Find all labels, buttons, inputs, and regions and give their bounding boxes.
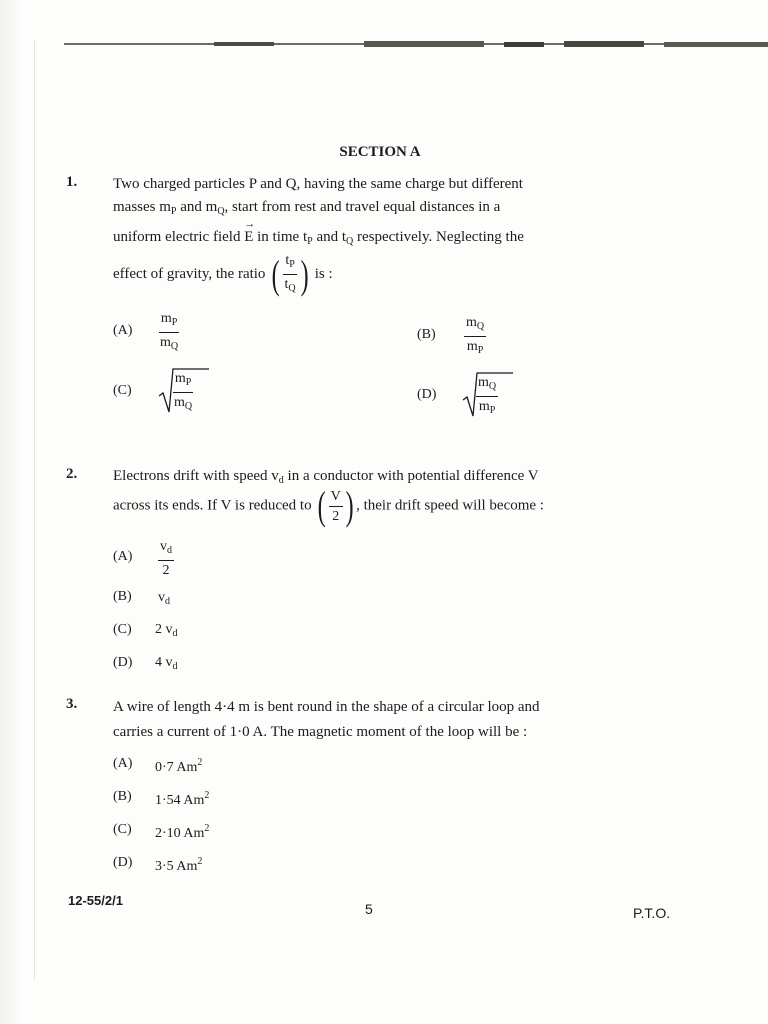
question-2-number: 2. [66, 466, 78, 482]
q3-option-d-label[interactable]: (D) [113, 855, 133, 870]
voltage-fraction: $\frac{V}{2}$ [330, 488, 341, 524]
q3-option-c-label[interactable]: (C) [113, 822, 132, 837]
q3-option-b-value: 1·54 Am$^2$ [155, 790, 210, 808]
section-title: SECTION A [339, 144, 421, 160]
q2-option-d-label[interactable]: (D) [113, 655, 133, 670]
q1-option-c-value: $\frac{m_P}{m_Q}$ [158, 366, 210, 414]
question-2-line-1: Electrons drift with speed $v_d$ in a conductor with potential difference V [113, 468, 539, 486]
q1-option-d-value: $\frac{m_Q}{m_P}$ [462, 370, 514, 418]
q1-option-a-label[interactable]: (A) [113, 323, 133, 338]
q1-option-b-label[interactable]: (B) [417, 327, 436, 342]
question-3-number: 3. [66, 696, 78, 712]
q2-option-b-value: $v_d$ [158, 590, 170, 607]
q2-option-c-value: 2 $v_d$ [155, 622, 178, 639]
torn-header-strip [64, 41, 768, 48]
question-1-line-2: masses $m_P$ and $m_Q$, start from rest and travel equal distances in a [113, 199, 501, 217]
vector-arrow-icon: → [244, 218, 256, 230]
please-turn-over: P.T.O. [633, 905, 671, 921]
q2-option-d-value: 4 $v_d$ [155, 655, 178, 672]
question-2-line-2: across its ends. If V is reduced to ( $\frac{V}{2}$ ) , their drift speed will become : [113, 483, 544, 528]
question-3-line-1: A wire of length 4·4 m is bent round in the shape of a circular loop and [113, 699, 540, 715]
margin-line [34, 40, 35, 980]
q1-option-c-label[interactable]: (C) [113, 383, 132, 398]
q3-option-a-label[interactable]: (A) [113, 756, 133, 771]
page-number: 5 [365, 901, 373, 917]
question-3-line-2: carries a current of 1·0 A. The magnetic moment of the loop will be : [113, 724, 528, 740]
q2-option-a-label[interactable]: (A) [113, 549, 133, 564]
q3-option-c-value: 2·10 Am$^2$ [155, 823, 210, 841]
q2-option-b-label[interactable]: (B) [113, 589, 132, 604]
question-1-line-3: uniform electric field → E in time $t_P$ and $t_Q$ respectively. Neglecting the [113, 218, 524, 247]
vector-e: → E [244, 218, 256, 245]
q1-option-d-label[interactable]: (D) [417, 387, 437, 402]
q3-option-d-value: 3·5 Am$^2$ [155, 856, 203, 874]
paper-code: 12-55/2/1 [68, 893, 123, 908]
q2-option-c-label[interactable]: (C) [113, 622, 132, 637]
ratio-fraction: $\frac{t_P}{t_Q}$ [284, 253, 296, 294]
q1-option-a-value: $\frac{m_P}{m_Q}$ [160, 311, 179, 352]
q2-option-a-value: $\frac{v_d}{2}$ [160, 539, 172, 578]
question-1-line-4: effect of gravity, the ratio ( $\frac{t_P}{t_Q}$ ) is : [113, 251, 333, 297]
q1-option-b-value: $\frac{m_Q}{m_P}$ [466, 315, 485, 356]
q3-option-b-label[interactable]: (B) [113, 789, 132, 804]
q3-option-a-value: 0·7 Am$^2$ [155, 757, 203, 775]
question-1-number: 1. [66, 174, 78, 190]
question-1-line-1: Two charged particles P and Q, having the same charge but different [113, 176, 523, 192]
